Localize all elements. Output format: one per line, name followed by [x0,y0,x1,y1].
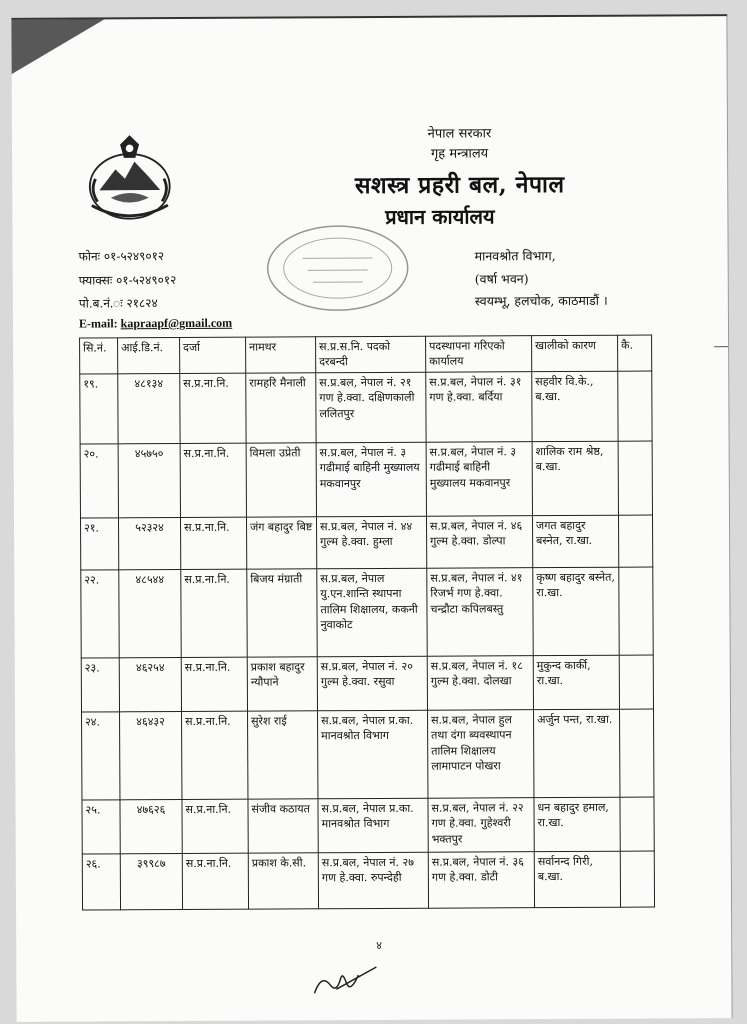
column-header: आई.डि.नं. [118,338,180,374]
scan-edge-mark [714,346,728,347]
cell-office: स.प्र.बल, नेपाल नं. २२ गण हे.क्वा. गुहेश्वरी भक्तपुर [428,797,534,852]
document-page [11,14,732,1022]
department-building: (वर्षा भवन) [474,271,529,287]
cell-office: स.प्र.बल, नेपाल नं. ४१ रिजर्भ गण हे.क्वा. चन्द्रौटा कपिलबस्तु [427,567,533,656]
cell-post: स.प्र.बल, नेपाल प्र.का. मानवश्रोत विभाग [318,798,428,853]
cell-post: स.प्र.बल, नेपाल नं. ४४ गुल्म हे.क्वा. हुम्ला [316,516,426,569]
cell-office: स.प्र.बल, नेपाल नं. १८ गुल्म हे.क्वा. दोलखा [427,655,533,710]
cell-rank: स.प्र.ना.नि. [180,517,246,569]
office-seal-stamp [257,218,418,319]
cell-reason: जगत बहादुर बस्नेत, रा.खा. [532,515,618,567]
table-row [80,515,652,570]
cell-serial: २०. [80,444,118,518]
cell-id: ४८१३४ [118,373,180,443]
cell-name: बिजय मंग्राती [247,569,317,657]
cell-serial: २६. [82,854,120,910]
cell-rank: स.प्र.ना.नि. [182,711,248,799]
cell-remarks [619,655,653,709]
signature-icon [306,953,381,1003]
header-government: नेपाल सरकार [427,126,492,142]
cell-reason: शालिक राम श्रेष्ठ, ब.खा. [532,441,618,515]
column-header: खालीको कारण [532,335,618,371]
column-header: कै. [618,335,652,371]
email-link[interactable]: kapraapf@gmail.com [120,315,233,331]
cell-office: स.प्र.बल, नेपाल नं. ३६ गण हे.क्वा. डोटी [428,851,534,908]
cell-id: ५२३२४ [118,517,180,569]
table-header-row [80,335,652,374]
cell-reason: कृष्ण बहादुर बस्नेत, रा.खा. [533,567,619,655]
cell-office: स.प्र.बल, नेपाल नं. ३ गढीमाई बाहिनी मुख्यालय मकवानपुर [426,441,532,516]
table-row [82,709,654,800]
table-row [81,567,653,658]
cell-serial: २१. [80,518,118,570]
header-organization: सशस्त्र प्रहरी बल, नेपाल [354,170,565,200]
cell-post: स.प्र.बल, नेपाल नं. ३ गढीमाई बाहिनी मुख्यालय मकवानपुर [316,442,426,517]
department-address: स्वयम्भू, हलचोक, काठमाडौं । [474,292,608,309]
header-ministry: गृह मन्त्रालय [430,146,489,162]
cell-name: संजीव कठायत [248,799,318,853]
column-header: नामथर [246,337,316,373]
cell-serial: २३. [81,658,119,712]
table-row [82,851,654,910]
cell-serial: १९. [80,374,118,444]
cell-serial: २५. [82,800,120,854]
table-row [80,371,652,444]
cell-name: विमला उप्रेती [246,443,316,517]
cell-id: ३९९८७ [120,853,182,909]
cell-rank: स.प्र.ना.नि. [180,443,246,517]
cell-rank: स.प्र.ना.नि. [181,657,247,711]
cell-remarks [618,371,652,441]
cell-reason: धन बहादुर हमाल, रा.खा. [534,797,620,851]
po-box: पो.ब.नं.ः २१८२४ [78,296,158,311]
cell-serial: २२. [81,570,119,658]
cell-id: ४८५४४ [119,569,181,657]
cell-office: स.प्र.बल, नेपाल नं. ४६ गुल्म हे.क्वा. डोल्पा [426,515,532,568]
cell-office: स.प्र.बल, नेपाल हुल तथा दंगा ब्यवस्थापन तालिम शिक्षालय लामापाटन पोखरा [428,709,534,798]
cell-remarks [620,851,654,907]
cell-reason: सर्वानन्द गिरी, ब.खा. [534,851,620,907]
cell-name: सुरेश राई [248,711,318,799]
cell-remarks [620,797,654,851]
cell-name: रामहरि मैनाली [246,373,316,443]
cell-name: प्रकाश के.सी. [248,853,318,909]
cell-id: ४६२५४ [119,657,181,711]
fax-number: फ्याक्सः ०१-५२४९०१२ [78,273,177,288]
cell-name: प्रकाश बहादुर न्यौपाने [247,657,317,711]
cell-post: स.प्र.बल, नेपाल नं. २७ गण हे.क्वा. रुपन्देही [318,852,428,909]
department-name: मानवश्रोत विभाग, [474,248,556,264]
table-row [80,441,652,518]
transfer-table [79,335,655,911]
column-header: सि.नं. [80,338,118,374]
cell-id: ४७६२६ [120,799,182,853]
cell-remarks [619,567,653,655]
table-row [81,655,653,712]
cell-post: स.प्र.बल, नेपाल यु.एन.शान्ति स्थापना तालिम शिक्षालय, ककनी नुवाकोट [317,568,427,657]
cell-office: स.प्र.बल, नेपाल नं. ३१ गण हे.क्वा. बर्दिया [426,371,532,442]
cell-id: ४५७५० [118,443,180,517]
cell-remarks [618,441,652,515]
cell-post: स.प्र.बल, नेपाल नं. २१ गण हे.क्वा. दक्षिणकाली ललितपुर [316,372,426,443]
email-line [79,316,232,332]
cell-remarks [618,515,652,567]
table-row [82,797,654,854]
cell-rank: स.प्र.ना.नि. [180,373,246,443]
page-number: ४ [376,938,383,952]
cell-reason: मुकुन्द कार्की, रा.खा. [533,655,619,709]
scan-shadow [11,14,121,80]
column-header: पदस्थापना गरिएको कार्यालय [426,336,532,372]
cell-rank: स.प्र.ना.नि. [181,569,247,657]
header-office: प्रधान कार्यालय [385,204,495,229]
email-label: E-mail: [78,316,118,331]
cell-post: स.प्र.बल, नेपाल प्र.का. मानवश्रोत विभाग [318,710,428,799]
cell-rank: स.प्र.ना.नि. [182,853,248,909]
cell-id: ४६४३२ [120,711,182,799]
cell-remarks [620,709,654,797]
cell-post: स.प्र.बल, नेपाल नं. २० गुल्म हे.क्वा. रसुवा [317,656,427,711]
cell-name: जंग बहादुर बिष्ट [246,517,316,569]
phone-number: फोनः ०१-५२४९०१२ [78,249,165,264]
cell-rank: स.प्र.ना.नि. [182,799,248,853]
cell-reason: अर्जुन पन्त, रा.खा. [534,709,620,797]
column-header: स.प्र.स.नि. पदको दरबन्दी [316,336,426,372]
cell-serial: २४. [82,712,120,800]
cell-reason: सहवीर वि.के., ब.खा. [532,371,618,441]
column-header: दर्जा [180,337,246,373]
